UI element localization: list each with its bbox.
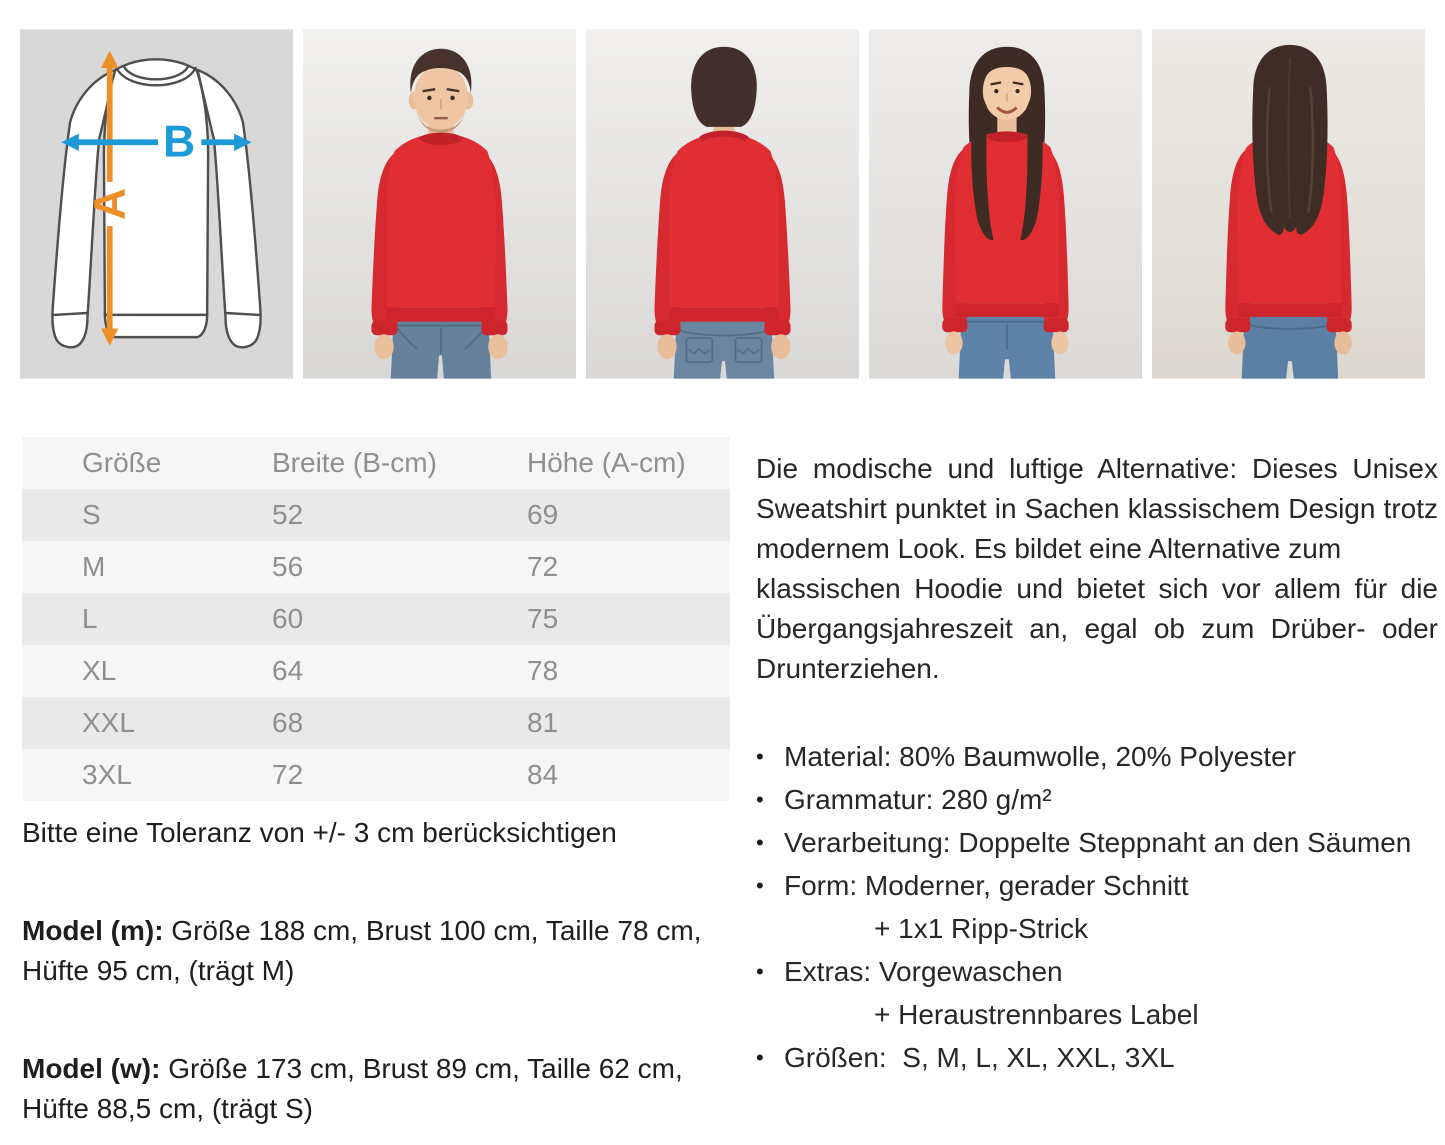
measure-cell: 56 [272,551,304,582]
feature-line [756,1036,1438,1079]
measure-cell: 75 [527,603,559,634]
woman-front-illustration [869,23,1142,385]
photo-woman-front [869,23,1142,385]
column-header: Breite (B-cm) [272,447,437,478]
height-arrow-label: A [86,187,136,221]
feature-text: Verarbeitung: Doppelte Steppnaht an den Säumen [784,827,1412,858]
feature-subline: + 1x1 Ripp-Strick [874,913,1088,944]
photo-man-back [586,23,859,385]
model-w-text: Größe 173 cm, Brust 89 cm, Taille 62 cm, Hüfte 88,5 cm, (trägt S) [22,1053,683,1124]
bullet-icon: • [756,959,764,984]
model-m-text: Größe 188 cm, Brust 100 cm, Taille 78 cm, Hüfte 95 cm, (trägt M) [22,915,702,986]
feature-text: Material: 80% Baumwolle, 20% Polyester [784,741,1297,772]
table-row [22,697,730,749]
bullet-icon: • [756,787,764,812]
sweatshirt-measurement-diagram [20,23,293,385]
measure-cell: 81 [527,707,559,738]
measure-cell: 60 [272,603,304,634]
man-back-illustration [586,23,859,385]
feature-text: Extras: Vorgewaschen [784,956,1063,987]
size-cell: L [82,603,98,634]
description-paragraph-1: Die modische und luftige Alternative: Dieses Unisex Sweatshirt punktet in Sachen klassischem Design trotz modernem Look. Es bildet eine Alternative zum [756,453,1438,564]
product-image-strip [0,0,1445,385]
table-row [22,645,730,697]
bullet-icon: • [756,873,764,898]
measure-cell: 84 [527,759,559,790]
feature-text: Größen: S, M, L, XL, XXL, 3XL [784,1042,1175,1073]
feature-item [756,735,1438,778]
model-m-note [22,911,717,991]
bullet-icon: • [756,744,764,769]
table-header-row [22,437,730,489]
size-cell: S [82,499,101,530]
measure-cell: 78 [527,655,559,686]
size-info-column [22,437,730,1129]
tolerance-note: Bitte eine Toleranz von +/- 3 cm berücksichtigen [22,817,617,848]
size-cell: XXL [82,707,135,738]
size-table [22,437,730,801]
feature-text: Grammatur: 280 g/m² [784,784,1052,815]
measure-cell: 52 [272,499,304,530]
product-details [0,385,1445,1129]
photo-woman-back [1152,23,1425,385]
table-row [22,593,730,645]
model-m-label: Model (m): [22,915,164,946]
feature-item [756,950,1438,1036]
woman-back-illustration [1152,23,1425,385]
model-w-label: Model (w): [22,1053,161,1084]
model-w-note [22,1049,717,1129]
bullet-icon: • [756,830,764,855]
description-paragraph-2: klassischen Hoodie und bietet sich vor allem für die Übergangsjahreszeit an, egal ob zum Drüber- oder Drunterziehen. [756,573,1438,684]
measure-cell: 69 [527,499,559,530]
description-column [756,437,1438,1079]
column-header: Größe [82,447,162,478]
feature-item [756,778,1438,821]
measure-cell: 72 [272,759,304,790]
feature-subline: + Heraustrennbares Label [874,999,1199,1030]
table-row [22,541,730,593]
size-cell: M [82,551,106,582]
size-diagram-panel [20,23,293,385]
photo-man-front [303,23,576,385]
column-header: Höhe (A-cm) [527,447,686,478]
feature-line [756,864,1438,907]
table-row [22,749,730,801]
measure-cell: 64 [272,655,304,686]
size-cell: XL [82,655,117,686]
table-row [22,489,730,541]
measure-cell: 68 [272,707,304,738]
size-cell: 3XL [82,759,132,790]
measure-cell: 72 [527,551,559,582]
feature-line [756,778,1438,821]
width-arrow-label: B [163,117,196,167]
feature-list [756,735,1438,1079]
feature-line [756,821,1438,864]
feature-item [756,821,1438,864]
feature-line [756,735,1438,778]
bullet-icon: • [756,1045,764,1070]
feature-line [756,950,1438,993]
feature-item [756,1036,1438,1079]
feature-item [756,864,1438,950]
feature-text: Form: Moderner, gerader Schnitt [784,870,1189,901]
man-front-illustration [303,23,576,385]
